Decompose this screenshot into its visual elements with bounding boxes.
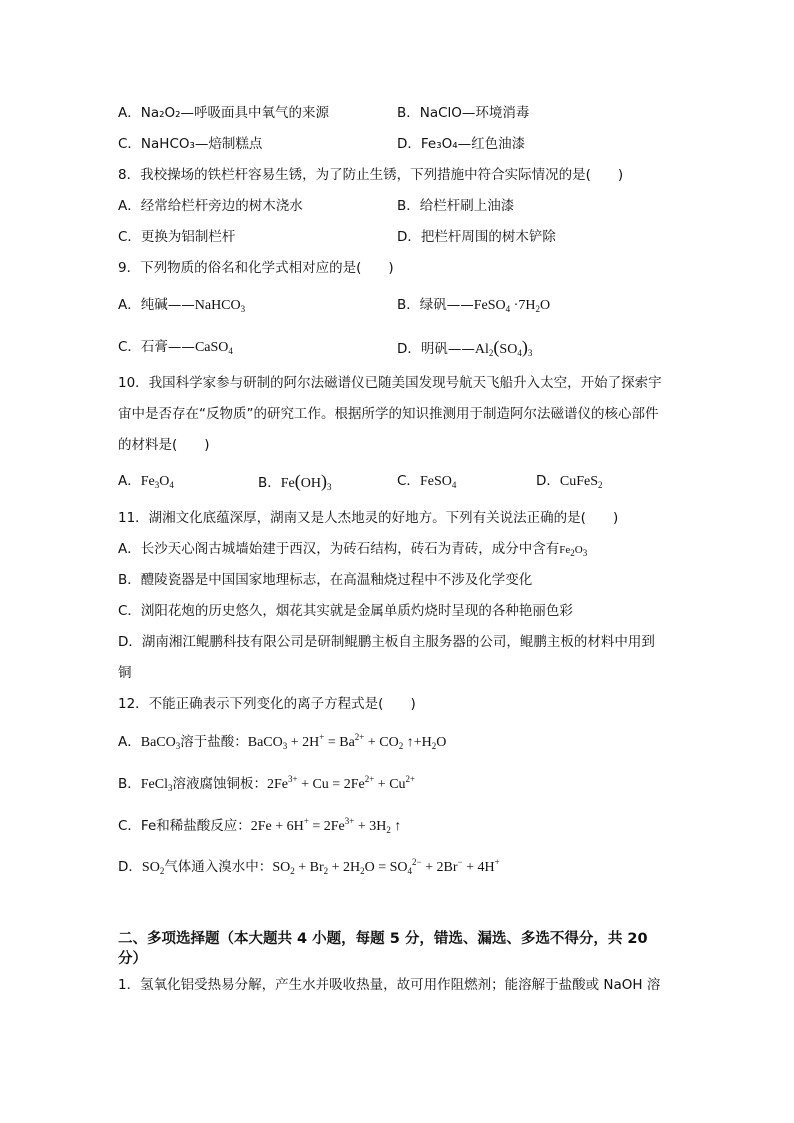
q8-option-a: A．经常给栏杆旁边的树木浇水 <box>118 198 303 214</box>
q9-option-c <box>118 338 233 357</box>
q12-option-a-text: 溶于盐酸： <box>180 734 248 750</box>
q12-option-b-label: B． <box>118 776 141 792</box>
q9-option-c-label: C．石膏—— <box>118 339 195 355</box>
equation-b: $2Fe^{3+} + Cu = 2Fe^{2+} + Cu^{2+}$ <box>267 774 416 792</box>
q10-option-a <box>118 472 174 491</box>
q11-option-a <box>118 540 587 559</box>
q12-option-b-text: 溶液腐蚀铜板： <box>172 776 267 792</box>
q9-option-a-label: A．纯碱—— <box>118 297 195 313</box>
formula-fecl3: FeCl$_3$ <box>140 777 173 793</box>
q9-option-d-label: D．明矾—— <box>397 341 475 357</box>
formula-so2: $SO_2$ <box>141 860 165 876</box>
section2-title-line2: 分） <box>118 951 147 967</box>
q8-option-b: B．给栏杆刷上油漆 <box>397 198 515 214</box>
section2-title-line1: 二、多项选择题（本大题共 4 小题，每题 5 分，错选、漏选、多选不得分，共 20 <box>118 931 648 947</box>
q9-option-d <box>397 338 532 359</box>
equation-a: BaCO$_3$ + $2H^+ = Ba^{2+} + CO_2$ $↑+H_2O$ <box>247 732 447 751</box>
q7-option-c: C．NaHCO₃—焙制糕点 <box>118 136 263 152</box>
q12-option-d <box>118 858 500 877</box>
q11-option-b: B．醴陵瓷器是中国国家地理标志，在高温釉烧过程中不涉及化学变化 <box>118 572 533 588</box>
formula-fe3o4: $Fe_3O_4$ <box>140 474 174 490</box>
equation-c: $2Fe + 6H^+ = 2Fe^{3+} + 3H_2$ ↑ <box>250 816 402 835</box>
q10-stem-line2: 宙中是否存在“反物质”的研究工作。根据所学的知识推测用于制造阿尔法磁谱仪的核心部件 <box>118 406 659 422</box>
q10-option-b <box>258 472 332 493</box>
formula-al2so43: $Al_2(SO_4)_3$ <box>474 337 533 358</box>
q11-option-d-line1: D．湖南湘江鲲鹏科技有限公司是研制鲲鹏主板自主服务器的公司，鲲鹏主板的材料中用到 <box>118 634 655 650</box>
q10-stem-line1: 10．我国科学家参与研制的阿尔法磁谱仪已随美国发现号航天飞船升入太空，开始了探索宇 <box>118 375 662 391</box>
q9-option-b-label: B．绿矾—— <box>397 297 474 313</box>
q12-option-d-text: 气体通入溴水中： <box>164 859 273 875</box>
q11-option-c: C．浏阳花炮的历史悠久，烟花其实就是金属单质灼烧时呈现的各种艳丽色彩 <box>118 603 573 619</box>
q10-option-c <box>397 472 456 491</box>
q9-option-b <box>397 296 550 315</box>
q12-option-a <box>118 733 446 752</box>
q9-stem: 9．下列物质的俗名和化学式相对应的是( ) <box>118 260 394 276</box>
formula-cufes2: CuFeS$_2$ <box>559 474 603 490</box>
formula-feso4: FeSO$_4$ <box>419 474 457 490</box>
q12-option-c <box>118 817 401 836</box>
formula-fe2o3: $Fe_2O_3$ <box>559 544 588 558</box>
q12-option-d-label: D． <box>118 859 142 875</box>
q10-stem-line3: 的材料是( ) <box>118 437 210 453</box>
q10-option-b-label: B． <box>258 475 281 491</box>
q9-option-a <box>118 296 245 315</box>
q12-option-c-label: C．Fe和稀盐酸反应： <box>118 818 251 834</box>
q7-option-b: B．NaClO—环境消毒 <box>397 105 530 121</box>
formula-feoh3: $Fe(OH)_3$ <box>280 471 332 492</box>
q8-option-c: C．更换为铝制栏杆 <box>118 229 236 245</box>
formula-baco3: BaCO$_3$ <box>140 735 181 751</box>
q12-stem: 12．不能正确表示下列变化的离子方程式是( ) <box>118 696 416 712</box>
q12-option-a-label: A． <box>118 734 141 750</box>
formula-nahco3: NaHCO$_3$ <box>194 298 246 314</box>
q7-option-a: A．Na₂O₂—呼吸面具中氧气的来源 <box>118 105 330 121</box>
formula-caso4: CaSO$_4$ <box>194 340 233 356</box>
q11-option-d-line2: 铜 <box>118 665 132 681</box>
q8-stem: 8．我校操场的铁栏杆容易生锈，为了防止生锈，下列措施中符合实际情况的是( ) <box>118 167 624 183</box>
q10-option-c-label: C． <box>397 473 420 489</box>
q11-stem: 11．湖湘文化底蕴深厚，湖南又是人杰地灵的好地方。下列有关说法正确的是( ) <box>118 510 619 526</box>
q10-option-a-label: A． <box>118 473 141 489</box>
q8-option-d: D．把栏杆周围的树木铲除 <box>397 229 556 245</box>
q7-option-d: D．Fe₃O₄—红色油漆 <box>397 136 526 152</box>
q10-option-d-label: D． <box>536 473 560 489</box>
q12-option-b <box>118 775 415 794</box>
q10-option-d <box>536 472 603 491</box>
formula-feso4-7h2o: FeSO$_4$ $\cdot 7H_2O$ <box>473 298 551 314</box>
equation-d: $SO_2 + Br_2 + 2H_2O = SO_4^{2-} + 2Br^- + 4H^+$ <box>272 857 500 876</box>
mq1-stem: 1．氢氧化铝受热易分解，产生水并吸收热量，故可用作阻燃剂；能溶解于盐酸或 NaOH 溶 <box>118 977 661 993</box>
q11-option-a-text: A．长沙天心阁古城墙始建于西汉，为砖石结构，砖石为青砖，成分中含有 <box>118 541 560 557</box>
